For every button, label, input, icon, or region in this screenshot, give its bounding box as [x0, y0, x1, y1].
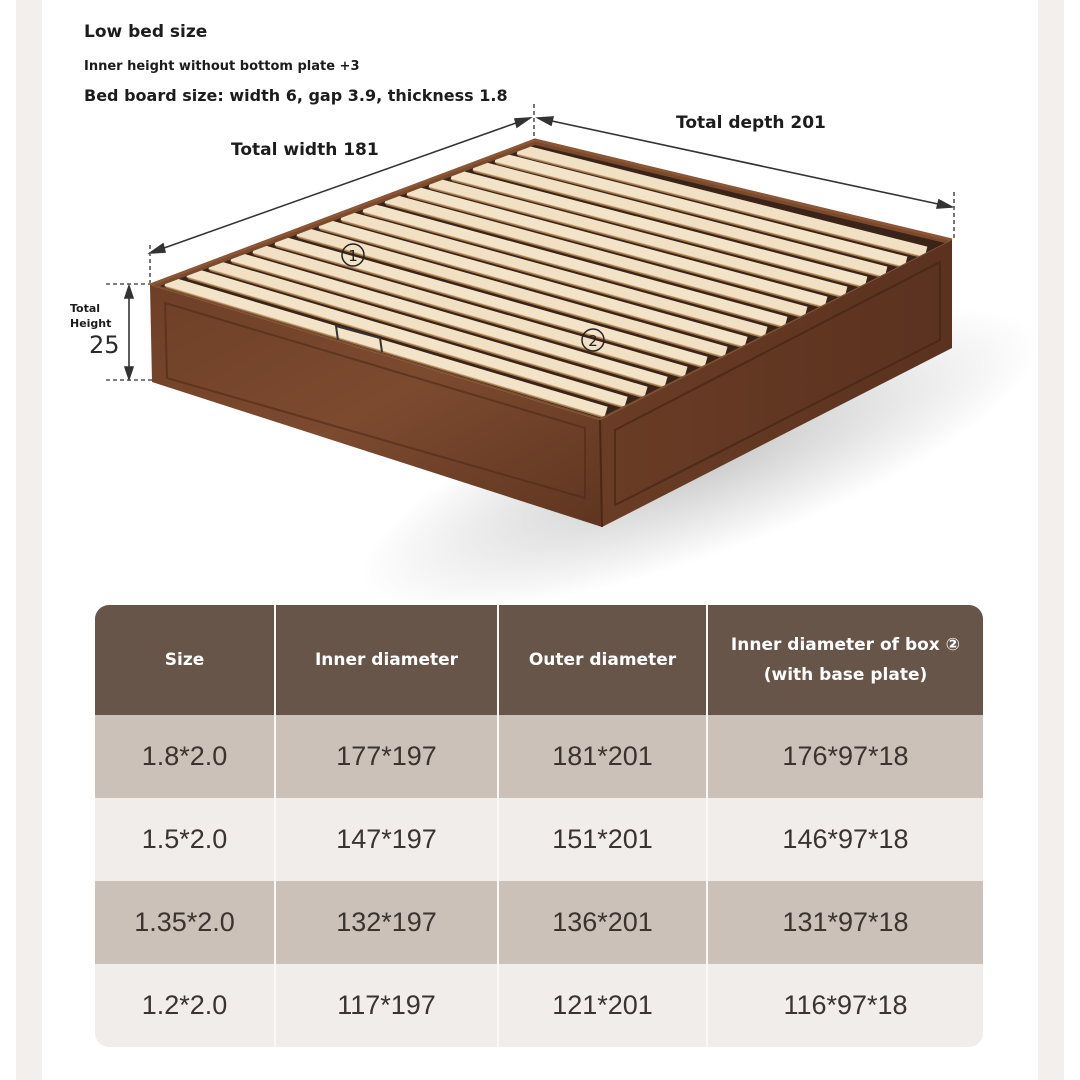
total-height-label-line2: Height	[70, 317, 112, 330]
cell-box-inner-diameter: 176*97*18	[708, 715, 983, 798]
cell-outer-diameter: 121*201	[499, 964, 708, 1047]
header-size: Size	[95, 605, 276, 715]
total-height-label-line1: Total	[70, 302, 101, 315]
cell-size: 1.35*2.0	[95, 881, 276, 964]
page-title: Low bed size	[84, 22, 208, 42]
cell-box-inner-diameter: 131*97*18	[708, 881, 983, 964]
height-dimension-line	[125, 286, 133, 379]
total-depth-label: Total depth 201	[676, 113, 826, 133]
cell-size: 1.8*2.0	[95, 715, 276, 798]
cell-outer-diameter: 136*201	[499, 881, 708, 964]
header-inner-diameter: Inner diameter	[276, 605, 499, 715]
size-table	[95, 605, 983, 1047]
total-height-label	[70, 301, 111, 331]
cell-box-inner-diameter: 116*97*18	[708, 964, 983, 1047]
cell-box-inner-diameter: 146*97*18	[708, 798, 983, 881]
total-width-label: Total width 181	[231, 140, 379, 160]
cell-outer-diameter: 181*201	[499, 715, 708, 798]
svg-text:1: 1	[348, 247, 358, 265]
svg-text:2: 2	[588, 332, 598, 350]
cell-inner-diameter: 177*197	[276, 715, 499, 798]
inner-height-note: Inner height without bottom plate +3	[84, 59, 360, 74]
cell-inner-diameter: 117*197	[276, 964, 499, 1047]
cell-size: 1.2*2.0	[95, 964, 276, 1047]
header-outer-diameter: Outer diameter	[499, 605, 708, 715]
cell-inner-diameter: 132*197	[276, 881, 499, 964]
header-box-inner-diameter: Inner diameter of box ② (with base plate)	[708, 605, 983, 715]
table-row	[95, 881, 983, 964]
cell-outer-diameter: 151*201	[499, 798, 708, 881]
table-header-row	[95, 605, 983, 715]
table-row	[95, 964, 983, 1047]
cell-size: 1.5*2.0	[95, 798, 276, 881]
total-height-value: 25	[89, 331, 120, 359]
bed-board-size-note: Bed board size: width 6, gap 3.9, thickness 1.8	[84, 86, 508, 105]
table-row	[95, 798, 983, 881]
table-row	[95, 715, 983, 798]
cell-inner-diameter: 147*197	[276, 798, 499, 881]
